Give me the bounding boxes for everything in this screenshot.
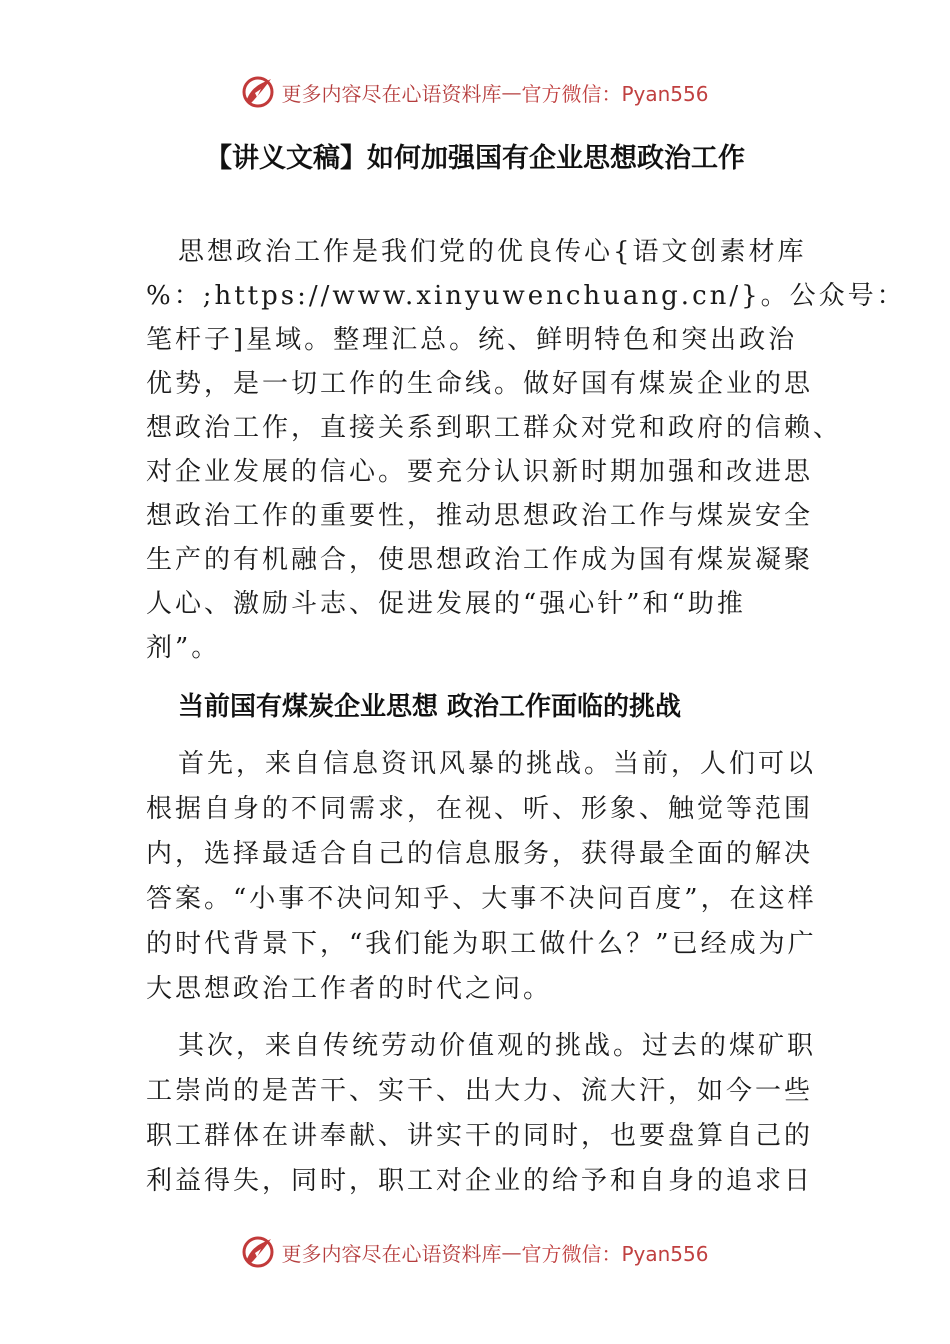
text-line: 其次，来自传统劳动价值观的挑战。过去的煤矿职 xyxy=(178,1031,817,1061)
text-line: 根据自身的不同需求，在视、听、形象、触觉等范围 xyxy=(146,794,814,824)
section-heading: 当前国有煤炭企业思想 政治工作面临的挑战 xyxy=(178,692,682,722)
paragraph-second-challenge xyxy=(146,1024,826,1204)
text-line: 首先，来自信息资讯风暴的挑战。当前，人们可以 xyxy=(178,749,817,779)
footer-banner xyxy=(0,1232,950,1272)
brush-logo-icon xyxy=(241,75,275,109)
text-line: 想政治工作，直接关系到职工群众对党和政府的信赖、 xyxy=(146,413,843,443)
banner-text: 更多内容尽在心语资料库 xyxy=(281,1241,502,1266)
text-line: 职工群体在讲奉献、讲实干的同时，也要盘算自己的 xyxy=(146,1121,814,1151)
text-line: 剂”。 xyxy=(146,633,221,663)
text-line: 的时代背景下，“我们能为职工做什么？”已经成为广 xyxy=(146,929,817,959)
banner-separator: — xyxy=(501,80,522,104)
text-line: 优势，是一切工作的生命线。做好国有煤炭企业的思 xyxy=(146,369,814,399)
paragraph-intro xyxy=(146,230,906,670)
text-line: 大思想政治工作者的时代之问。 xyxy=(146,974,553,1004)
paragraph-first-challenge xyxy=(146,742,826,1012)
document-title: 【讲义文稿】如何加强国有企业思想政治工作 xyxy=(205,143,745,174)
brush-logo-icon xyxy=(241,1235,275,1269)
text-line: %：;https://www.xinyuwenchuang.cn/}。公众号： xyxy=(146,281,906,311)
text-line: 生产的有机融合，使思想政治工作成为国有煤炭凝聚 xyxy=(146,545,814,575)
text-line: 答案。“小事不决问知乎、大事不决问百度”，在这样 xyxy=(146,884,817,914)
text-line: 想政治工作的重要性，推动思想政治工作与煤炭安全 xyxy=(146,501,814,531)
text-line: 笔杆子]星域。整理汇总。统、鲜明特色和突出政治 xyxy=(146,325,798,355)
header-banner xyxy=(0,72,950,112)
text-line: 人心、激励斗志、促进发展的“强心针”和“助推 xyxy=(146,589,746,619)
banner-separator: — xyxy=(501,1240,522,1264)
text-line: 对企业发展的信心。要充分认识新时期加强和改进思 xyxy=(146,457,814,487)
banner-text: 更多内容尽在心语资料库 xyxy=(281,81,502,106)
banner-wechat: 官方微信：Pyan556 xyxy=(521,1241,709,1266)
text-line: 工崇尚的是苦干、实干、出大力、流大汗，如今一些 xyxy=(146,1076,814,1106)
text-line: 思想政治工作是我们党的优良传心{语文创素材库 xyxy=(178,237,807,267)
text-line: 利益得失，同时，职工对企业的给予和自身的追求日 xyxy=(146,1166,814,1196)
banner-wechat: 官方微信：Pyan556 xyxy=(521,81,709,106)
text-line: 内，选择最适合自己的信息服务，获得最全面的解决 xyxy=(146,839,814,869)
